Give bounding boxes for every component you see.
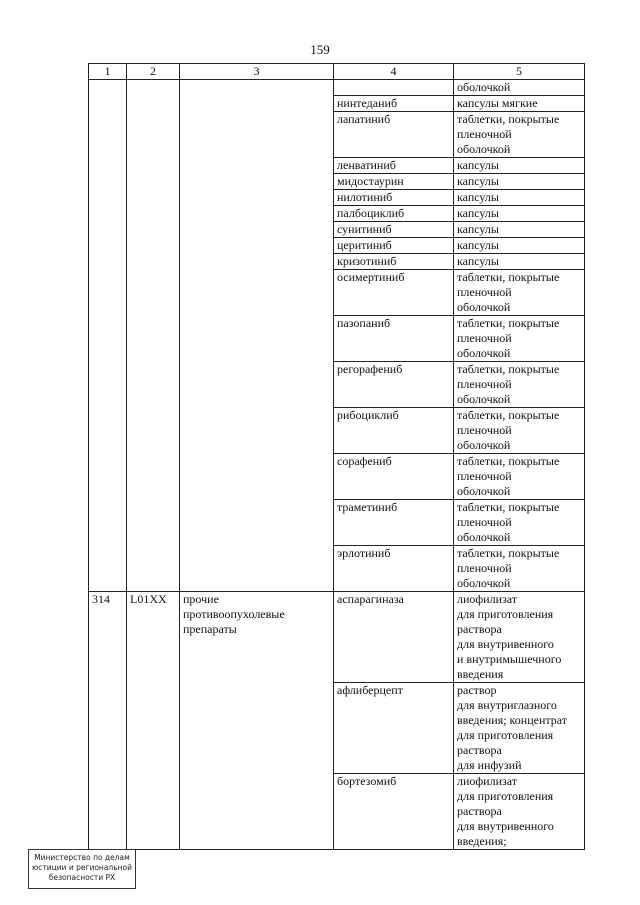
dosage-form-cell: капсулы мягкие (454, 96, 585, 112)
header-row (89, 64, 585, 80)
dosage-form-cell: таблетки, покрытые пленочной оболочкой (454, 362, 585, 408)
inn-cell (334, 80, 454, 96)
dosage-form-cell: лиофилизат для приготовления раствора для внутривенного и внутримышечного введения (454, 592, 585, 683)
atc-code-cell (127, 80, 180, 592)
dosage-form-cell: таблетки, покрытые пленочной оболочкой (454, 546, 585, 592)
header-col-1: 1 (89, 64, 127, 80)
dosage-form-cell: оболочкой (454, 80, 585, 96)
dosage-form-cell: капсулы (454, 174, 585, 190)
inn-cell: эрлотиниб (334, 546, 454, 592)
number-cell (89, 80, 127, 592)
dosage-form-cell: таблетки, покрытые пленочной оболочкой (454, 500, 585, 546)
header-col-2: 2 (127, 64, 180, 80)
inn-cell: сорафениб (334, 454, 454, 500)
dosage-form-cell: капсулы (454, 254, 585, 270)
table-row (89, 80, 585, 96)
dosage-form-cell: таблетки, покрытые пленочной оболочкой (454, 270, 585, 316)
header-col-4: 4 (334, 64, 454, 80)
inn-cell: церитиниб (334, 238, 454, 254)
inn-cell: ленватиниб (334, 158, 454, 174)
dosage-form-cell: таблетки, покрытые пленочной оболочкой (454, 112, 585, 158)
group-name-cell (180, 80, 334, 592)
dosage-form-cell: таблетки, покрытые пленочной оболочкой (454, 408, 585, 454)
inn-cell: сунитиниб (334, 222, 454, 238)
table-body (89, 80, 585, 850)
dosage-form-cell: капсулы (454, 158, 585, 174)
inn-cell: лапатиниб (334, 112, 454, 158)
dosage-form-cell: лиофилизат для приготовления раствора для внутривенного введения; (454, 774, 585, 850)
header-col-3: 3 (180, 64, 334, 80)
dosage-form-cell: капсулы (454, 238, 585, 254)
dosage-form-cell: капсулы (454, 206, 585, 222)
inn-cell: рибоциклиб (334, 408, 454, 454)
inn-cell: нинтеданиб (334, 96, 454, 112)
page-number: 159 (310, 42, 330, 57)
inn-cell: нилотиниб (334, 190, 454, 206)
ministry-stamp: Министерство по делам юстиции и региональной безопасности РХ (28, 849, 136, 889)
dosage-form-cell: раствор для внутриглазного введения; концентрат для приготовления раствора для инфузий (454, 683, 585, 774)
inn-cell: осимертиниб (334, 270, 454, 316)
inn-cell: траметиниб (334, 500, 454, 546)
dosage-form-cell: таблетки, покрытые пленочной оболочкой (454, 454, 585, 500)
table-row (89, 592, 585, 683)
table-header (89, 64, 585, 80)
number-cell: 314 (89, 592, 127, 850)
drug-table (88, 63, 585, 850)
inn-cell: аспарагиназа (334, 592, 454, 683)
dosage-form-cell: капсулы (454, 222, 585, 238)
inn-cell: кризотиниб (334, 254, 454, 270)
inn-cell: регорафениб (334, 362, 454, 408)
dosage-form-cell: капсулы (454, 190, 585, 206)
atc-code-cell: L01XX (127, 592, 180, 850)
inn-cell: афлиберцепт (334, 683, 454, 774)
header-col-5: 5 (454, 64, 585, 80)
group-name-cell: прочие противоопухолевые препараты (180, 592, 334, 850)
dosage-form-cell: таблетки, покрытые пленочной оболочкой (454, 316, 585, 362)
inn-cell: бортезомиб (334, 774, 454, 850)
inn-cell: пазопаниб (334, 316, 454, 362)
inn-cell: мидостаурин (334, 174, 454, 190)
inn-cell: палбоциклиб (334, 206, 454, 222)
